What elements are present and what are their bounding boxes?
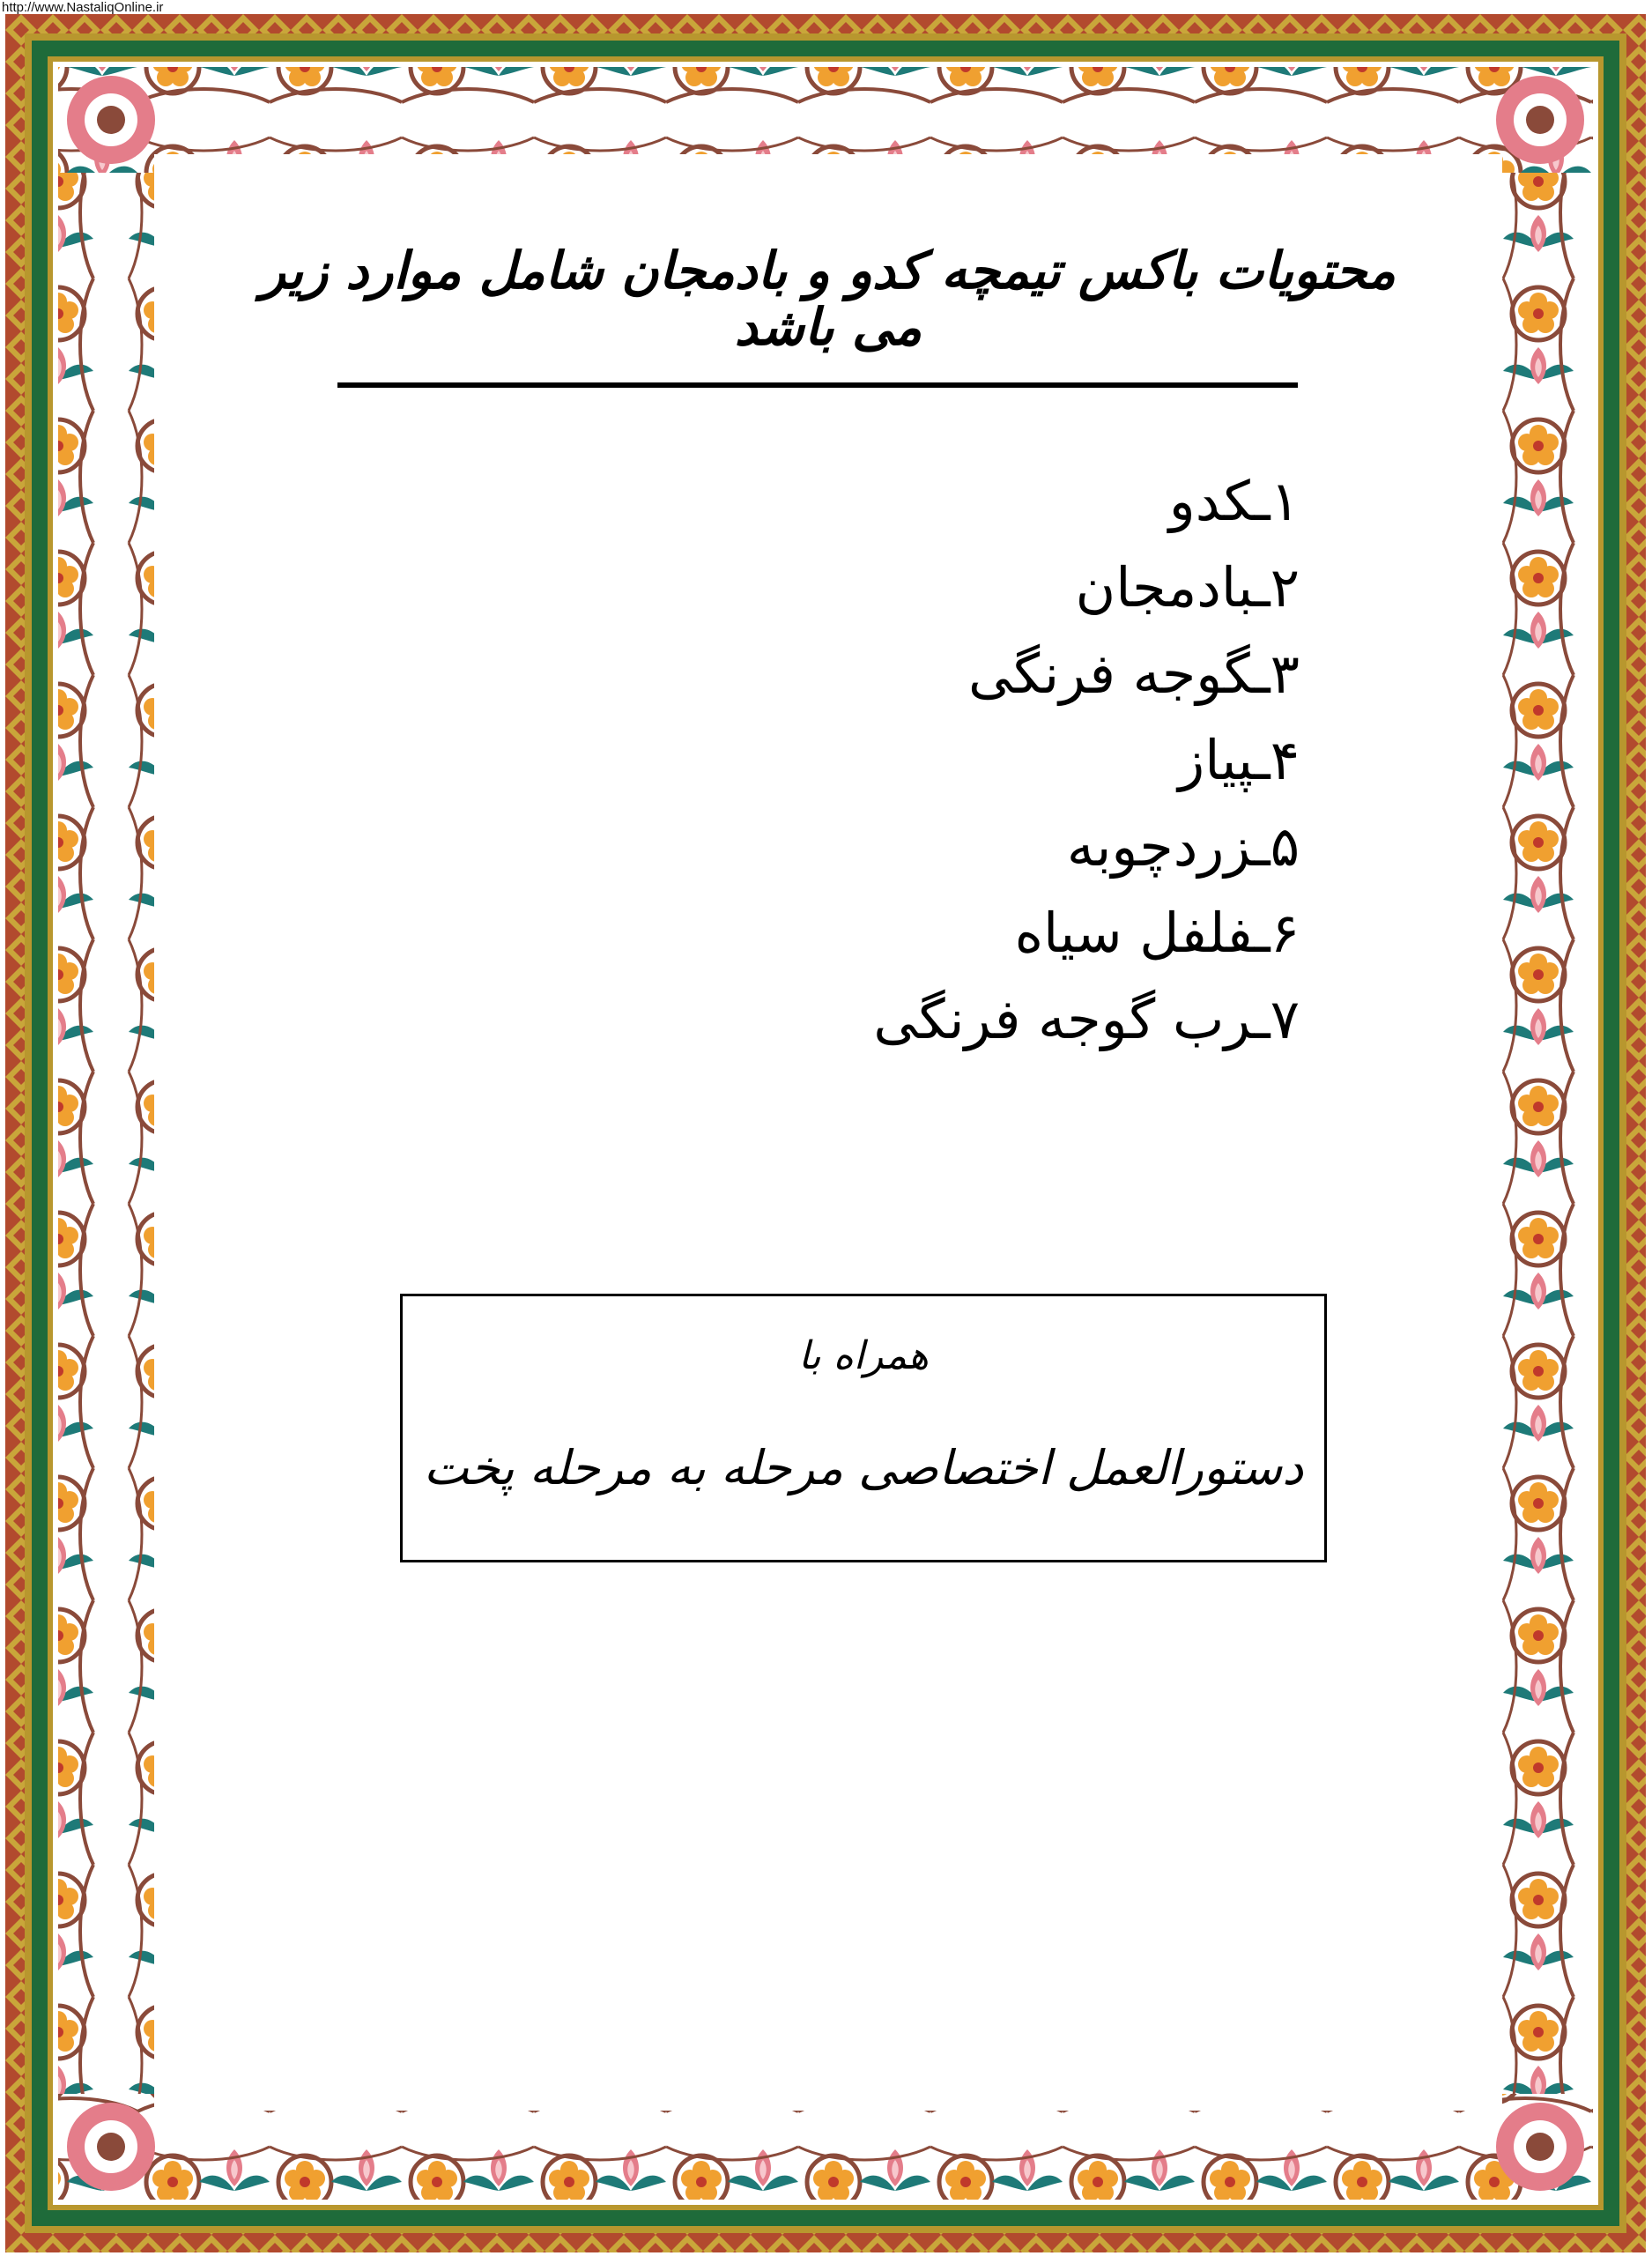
note-box: [400, 1294, 1327, 1562]
list-item: ۱ـکدو: [1168, 469, 1300, 533]
note-line-2: دستورالعمل اختصاصی مرحله به مرحله پخت: [423, 1440, 1304, 1495]
list-item: ۴ـپیاز: [1178, 728, 1300, 792]
page-title: [154, 242, 1502, 355]
list-item: ۷ـرب گوجه فرنگی: [873, 987, 1300, 1051]
title-line-1: محتویات باکس تیمچه کدو و بادمجان شامل موارد زیر: [261, 241, 1396, 301]
title-line-2: می باشد: [734, 297, 922, 357]
ingredient-list: [873, 458, 1300, 1063]
watermark-url: http://www.NastaliqOnline.ir: [2, 0, 164, 15]
title-underline: [337, 382, 1298, 388]
list-item: ۳ـگوجه فرنگی: [967, 642, 1300, 706]
list-item: ۵ـزردچوبه: [1066, 814, 1300, 879]
list-item: ۶ـفلفل سیاه: [1014, 901, 1300, 965]
content-panel: [154, 154, 1502, 2111]
list-item: ۲ـبادمجان: [1075, 555, 1300, 620]
note-line-1: همراه با: [798, 1333, 929, 1378]
